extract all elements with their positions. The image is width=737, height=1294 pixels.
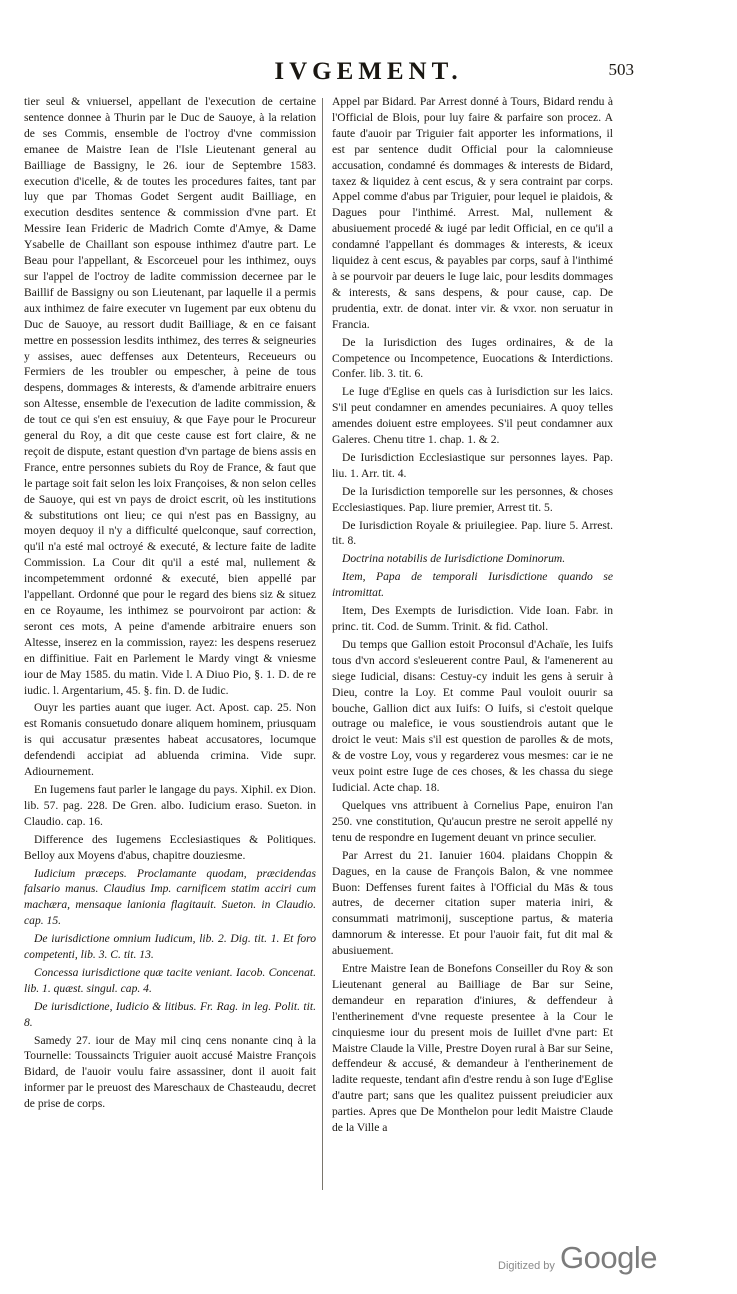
paragraph: Samedy 27. iour de May mil cinq cens nonante cinq à la Tournelle: Toussaincts Triguier auoit accusé Maistre François Bidard, de l'auoir voulu faire assassiner, dont il auoit fait informer par le preuost des Mareschaux de Chasteaudu, decret de prise de corps. <box>24 1033 316 1111</box>
paragraph: Item, Des Exempts de Iurisdiction. Vide Ioan. Fabr. in princ. tit. Cod. de Summ. Trinit. & fid. Cathol. <box>332 604 613 633</box>
google-logo: Google <box>560 1240 657 1275</box>
paragraph: Appel par Bidard. Par Arrest donné à Tours, Bidard rendu à l'Official de Blois, pour luy faire & parfaire son procez. A faute d'auoir par Triguier fait apporter les informations, il est par sentence dudit Official pour la calomnieuse accusation, condamné és dommages & interests de Bidard, taxez & liquidez à cent escus, & y sera contraint par corps. Appel comme d'abus par Triguier, pour lequel ie plaidois, & Dagues pour l'inthimé. Arrest. Mal, nullement & abusiuement procedé & iugé par ledit Official, en ce qu'il a condamné l'appellant és dommages & interests, & iceux liquidez à cent escus, & payables par corps, sauf à l'inthimé à se pourvoir par deuers le Iuge laic, pour lesdits dommages & interests, & sans despens, & pour cause, cap. De prudentia, extr. de donat. inter vir. & vxor. non seruatur in Francia. <box>332 95 613 331</box>
paragraph: De Iurisdiction Ecclesiastique sur personnes layes. Pap. liu. 1. Arr. tit. 4. <box>332 450 613 480</box>
right-column <box>332 94 613 1189</box>
running-title: IVGEMENT. <box>274 58 463 85</box>
paragraph: Ouyr les parties auant que iuger. Act. Apost. cap. 25. Non est Romanis consuetudo donare aliquem hominem, priusquam is qui accusatur præsentes habeat accusatores, locumque defendendi accipiat ad abluenda crimina. Vide supr. Adiournement. <box>24 701 316 779</box>
left-column <box>24 94 316 1209</box>
paragraph: Doctrina notabilis de Iurisdictione Dominorum. <box>342 552 566 566</box>
paragraph: Concessa iurisdictione quæ tacite veniant. Iacob. Concenat. lib. 1. quæst. singul. cap. 4. <box>24 965 316 995</box>
paragraph: De la Iurisdiction temporelle sur les personnes, & choses Ecclesiastiques. Pap. liure premier, Arrest tit. 5. <box>332 484 613 514</box>
paragraph: De Iurisdiction Royale & priuilegiee. Pap. liure 5. Arrest. tit. 8. <box>332 518 613 548</box>
paragraph: De iurisdictione, Iudicio & litibus. Fr. Rag. in leg. Polit. tit. 8. <box>24 999 316 1029</box>
watermark-prefix: Digitized by <box>498 1260 555 1272</box>
paragraph: Difference des Iugemens Ecclesiastiques & Politiques. Belloy aux Moyens d'abus, chapitre douziesme. <box>24 832 316 862</box>
page-header <box>0 58 737 94</box>
paragraph: En Iugemens faut parler le langage du pays. Xiphil. ex Dion. lib. 57. pag. 228. De Gren. albo. Iudicium eraso. Sueton. in Claudio. cap. 16. <box>24 782 316 828</box>
paragraph: Le Iuge d'Eglise en quels cas à Iurisdiction sur les laics. S'il peut condamner en amendes pecuniaires. A quoy telles amendes doiuent estre employees. S'il peut condamner aux Galeres. Chenu titre 1. chap. 1. & 2. <box>332 385 613 447</box>
paragraph: Du temps que Gallion estoit Proconsul d'Achaïe, les Iuifs tous d'vn accord s'esleuerent contre Paul, & l'amenerent au siege Iudicial, disans: Cestuy-cy induit les gens à seruir à Dieu, contre la Loy. Et comme Paul vouloit ouurir sa bouche, Gallion dict aux Iuifs: O Iuifs, si c'estoit quelque outrage ou malefice, ie vous soustiendrois autant que le droict le veut: Mais s'il est question de parolles & de mots, & de vostre Loy, vous y regarderez vous mesmes: car ie ne veux point estre Iuge de ces choses, & les chassa du siege Iudicial. Acte chap. 18. <box>332 637 613 795</box>
paragraph: De la Iurisdiction des Iuges ordinaires, & de la Competence ou Incompetence, Euocations & Interdictions. Confer. lib. 3. tit. 6. <box>332 335 613 381</box>
paragraph: tier seul & vniuersel, appellant de l'execution de certaine sentence donnee à Thurin par le Duc de Sauoye, à la relation de ses Commis, ensemble de l'octroy d'vne commission emanee de Maistre Iean de l'Isle Lieutenant general au Bailliage de Bassigny, le 26. iour de Septembre 1583. execution d'icelle, & de toutes les procedures faites, tant par luy que par Thomas Godet Sergent audit Bailliage, en execution desdites sentence & commission d'vne part. Et Messire Iean Frideric de Madrich Comte d'Amye, & Dame Ysabelle de Chaillant son espouse inthimez d'autre part. Le Beau pour l'appellant, & Escorceuel pour les inthimez, ouys sur l'appel de l'octroy de ladite commission decernee par le Baillif de Bassigny ou son Lieutenant, par laquelle il a permis aux inthimez de faire executer vn Iugement par eux obtenu du Duc de Sauoye, au ressort dudit Bailliage, & en ce faisant mettre en possession lesdits inthimez, des terres & seigneuries y assises, auec deffenses aux Detenteurs, Receueurs ou Fermiers de les troubler ou empescher, à peine de tous despens, dommages & interests, & d'amende arbitraire enuers son Altesse, ensemble de l'execution de ladite commission, & de tout ce qui s'en est ensuiuy, & que Faye pour le Procureur general du Roy, a dit que ceste cause est fort claire, & ne reçoit de dispute, estant question d'vn partage de biens assis en France, entre personnes subiets du Roy de France, & faut que le partage soit fait selon les loix Françoises, & non selon celles de Sauoye, qui est vn pays de droict escrit, où les institutions & substitutions ont lieu; ce qui n'est pas en Bassigny, au moyen dequoy il n'y a difficulté quelconque, sauf correction, qu'il n'a esté mal octroyé & executé, & lecture faite de ladite Commission. La Cour dit qu'il a esté mal, nullement & incompetemment ordonné & executé, bien appellé par l'appellant. Ordonné que pour le regard des biens siz & situez en ce Royaume, les inthimez se pourvoiront par action: & seront ces mots, A peine d'amende arbitraire enuers son Altesse, inserez en la commission, rayez: les despens reseruez en diffinitiue. Fait en Parlement le Mardy vingt & vniesme iour de May 1585. du matin. Vide l. A Diuo Pio, §. 1. D. de re iudic. l. Argentarium, 45. §. fin. D. de Iudic. <box>24 95 316 697</box>
paragraph: Iudicium præceps. Proclamante quodam, præcidendas falsario manus. Claudius Imp. carnificem statim acciri cum machæra, mensaque lanionia flagitauit. Sueton. in Claudio. cap. 15. <box>24 866 316 928</box>
digitized-by-watermark <box>498 1240 698 1278</box>
paragraph: Par Arrest du 21. Ianuier 1604. plaidans Choppin & Dagues, en la cause de François Balon, & vne nommee Buon: Deffenses furent faites à l'Official du Mās & tous autres, de decerner citation super materia iniri, & consummati matrimonij, susceptione partus, & materia damnorum & interesse. Et pour l'auoir fait, fut dit mal & abusiuement. <box>332 848 613 958</box>
paragraph: De iurisdictione omnium Iudicum, lib. 2. Dig. tit. 1. Et foro competenti, lib. 3. C. tit. 13. <box>24 932 316 962</box>
paragraph: Quelques vns attribuent à Cornelius Pape, enuiron l'an 250. vne constitution, Qu'aucun prestre ne seroit appellé ny tenu de respondre en Iugement deuant vn prince seculier. <box>332 798 613 844</box>
page-number: 503 <box>608 60 634 79</box>
column-divider <box>322 98 323 1190</box>
paragraph: Entre Maistre Iean de Bonefons Conseiller du Roy & son Lieutenant general au Bailliage de Bar sur Seine, demandeur en reparation d'iniures, & deffendeur à l'entherinement d'vne requeste presentee à la Cour le cinquiesme iour du present mois de Iuillet d'vne part: Et Maistre Claude la Ville, Prestre Doyen rural à Bar sur Seine, deffendeur & accusé, & demandeur à l'entherinement de ladite requeste, tendant afin d'estre rendu à son Iuge d'Eglise d'autre part; sans que les qualitez puissent preiudicier aux parties. Apres que De Monthelon pour ledit Maistre Claude de la Ville a <box>332 962 613 1135</box>
paragraph: Item, Papa de temporali Iurisdictione quando se intromittat. <box>332 570 613 600</box>
